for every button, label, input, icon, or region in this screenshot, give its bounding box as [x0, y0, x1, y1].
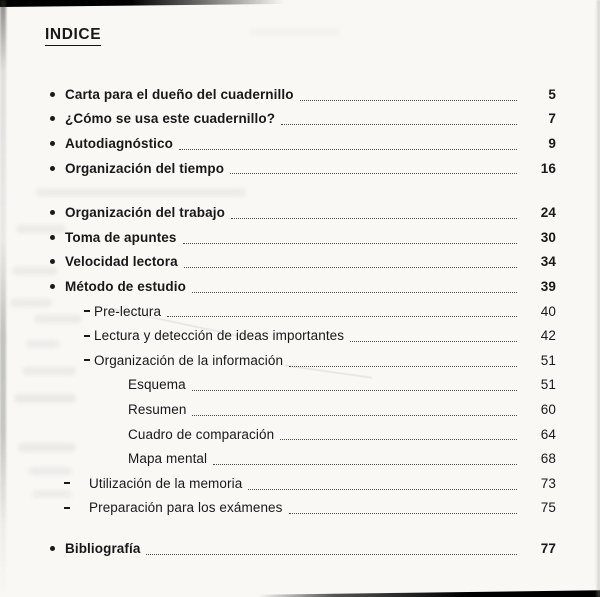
- toc-entry-label: Organización del tiempo: [65, 160, 225, 176]
- bullet-icon: [50, 141, 65, 146]
- toc-entry-label: Método de estudio: [65, 278, 186, 294]
- dotted-leader: [289, 513, 517, 514]
- toc-entry-label: Toma de apuntes: [65, 229, 177, 245]
- toc-entry-page: 60: [540, 401, 556, 417]
- toc-entry: [0, 446, 556, 471]
- toc-entry-label: Pre-lectura: [94, 303, 162, 319]
- toc-entry: [0, 471, 556, 496]
- bullet-icon: [50, 235, 65, 240]
- bullet-icon: [50, 284, 65, 289]
- toc-entry-page: 9: [548, 135, 556, 151]
- dotted-leader: [146, 554, 517, 555]
- toc-entry: [0, 200, 556, 225]
- toc-entry-page: 24: [540, 205, 556, 221]
- toc-entry-page: 51: [540, 377, 556, 393]
- toc-entry-page: 73: [540, 475, 556, 491]
- dotted-leader: [248, 489, 517, 490]
- toc-entry-label: Lectura y detección de ideas importantes: [94, 328, 345, 344]
- toc-entry-page: 75: [540, 500, 556, 516]
- toc-entry-label: Organización de la información: [94, 352, 284, 368]
- toc-entry-page: 64: [540, 426, 556, 442]
- dotted-leader: [213, 464, 517, 465]
- dotted-leader: [192, 292, 517, 293]
- toc-entry-label: Cuadro de comparación: [128, 426, 275, 442]
- dotted-leader: [179, 149, 517, 150]
- toc-list: [0, 82, 600, 561]
- dash-icon: [84, 359, 94, 361]
- dotted-leader: [289, 366, 517, 367]
- toc-entry: [0, 422, 556, 447]
- dotted-leader: [231, 218, 517, 219]
- toc-entry: [0, 397, 556, 422]
- dotted-leader: [192, 390, 517, 391]
- toc-entry-page: 30: [540, 229, 556, 245]
- toc-entry-page: 51: [540, 352, 556, 368]
- dotted-leader: [192, 415, 517, 416]
- toc-entry-page: 5: [548, 86, 556, 102]
- toc-entry-page: 68: [540, 451, 556, 467]
- dash-icon: [84, 310, 94, 312]
- dotted-leader: [280, 439, 517, 440]
- toc-entry-label: Autodiagnóstico: [65, 135, 173, 151]
- toc-entry: [0, 131, 556, 156]
- toc-entry-label: Organización del trabajo: [65, 205, 225, 221]
- toc-entry-label: Bibliografía: [65, 540, 141, 556]
- page-title: INDICE: [45, 26, 101, 46]
- dotted-leader: [167, 316, 517, 317]
- dotted-leader: [350, 341, 517, 342]
- dotted-leader: [183, 243, 517, 244]
- toc-entry-label: ¿Cómo se usa este cuadernillo?: [65, 111, 276, 127]
- dotted-leader: [184, 267, 517, 268]
- dash-icon: [64, 482, 89, 484]
- toc-entry-label: Mapa mental: [128, 451, 208, 467]
- scan-artifact-top-edge: [0, 0, 290, 7]
- bullet-icon: [50, 116, 65, 121]
- dotted-leader: [300, 100, 517, 101]
- dash-icon: [64, 507, 89, 509]
- toc-entry-label: Resumen: [128, 401, 187, 417]
- scan-artifact-bottom-edge: [258, 590, 600, 597]
- bullet-icon: [50, 92, 65, 97]
- toc-entry-page: 77: [540, 540, 556, 556]
- toc-entry: [0, 536, 556, 561]
- toc-entry-label: Velocidad lectora: [65, 254, 178, 270]
- dash-icon: [84, 335, 94, 337]
- bullet-icon: [50, 210, 65, 215]
- toc-entry-label: Carta para el dueño del cuadernillo: [65, 86, 294, 102]
- toc-entry-page: 34: [540, 254, 556, 270]
- bullet-icon: [50, 259, 65, 264]
- bullet-icon: [50, 166, 65, 171]
- toc-entry: [0, 274, 556, 299]
- toc-entry-page: 7: [548, 111, 556, 127]
- dotted-leader: [281, 124, 517, 125]
- toc-entry-page: 40: [540, 303, 556, 319]
- toc-entry-label: Preparación para los exámenes: [89, 500, 283, 516]
- toc-entry: [0, 250, 556, 275]
- toc-entry: [0, 156, 556, 181]
- toc-entry: [0, 373, 556, 398]
- toc-entry-label: Utilización de la memoria: [89, 475, 243, 491]
- toc-entry: [0, 496, 556, 521]
- toc-entry: [0, 107, 556, 132]
- toc-entry-page: 42: [540, 328, 556, 344]
- toc-entry-label: Esquema: [128, 377, 186, 393]
- toc-entry: [0, 225, 556, 250]
- toc-entry: [0, 82, 556, 107]
- toc-entry: [0, 323, 556, 348]
- dotted-leader: [230, 173, 517, 174]
- toc-entry-page: 16: [540, 160, 556, 176]
- toc-entry: [0, 348, 556, 373]
- toc-entry: [0, 299, 556, 324]
- bullet-icon: [50, 546, 65, 551]
- toc-entry-page: 39: [540, 278, 556, 294]
- bleed-artifact: [250, 28, 340, 36]
